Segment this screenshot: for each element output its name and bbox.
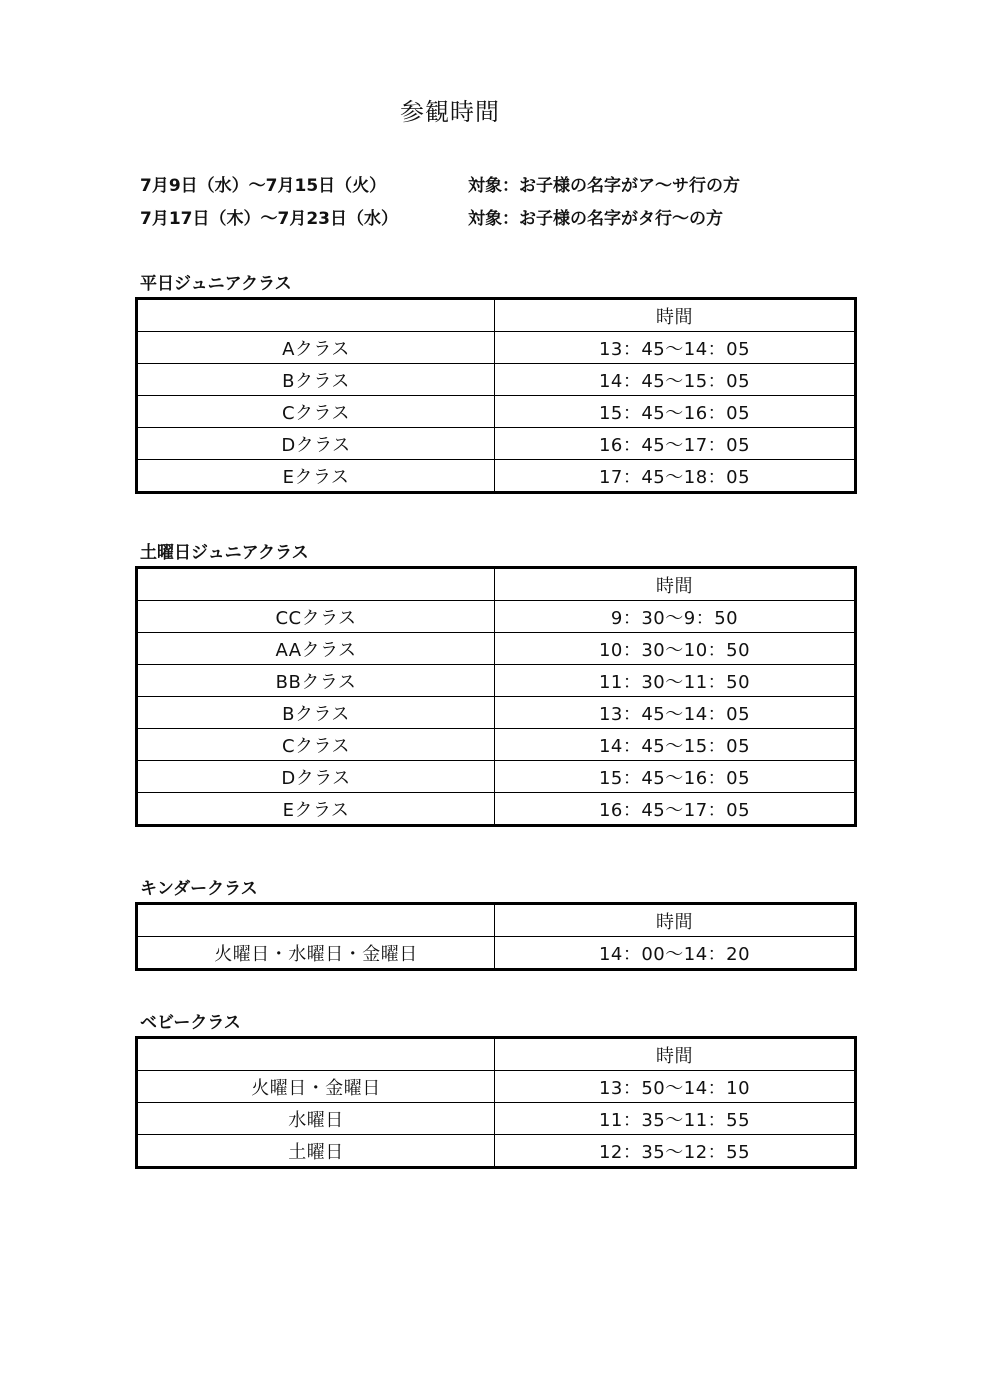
class-label: Eクラス <box>137 460 495 493</box>
column-header-time: 時間 <box>495 299 856 332</box>
column-header-class <box>137 568 495 601</box>
time-cell: 11：35～11：55 <box>495 1103 856 1135</box>
period-line-2 <box>140 204 723 229</box>
table-row <box>137 428 856 460</box>
class-label: 火曜日・水曜日・金曜日 <box>137 937 495 970</box>
class-label: Bクラス <box>137 364 495 396</box>
class-label: 火曜日・金曜日 <box>137 1071 495 1103</box>
table-header-row <box>137 1038 856 1071</box>
period-line-1 <box>140 171 740 196</box>
class-label: Cクラス <box>137 729 495 761</box>
section-heading-saturday-junior: 土曜日ジュニアクラス <box>140 543 309 563</box>
class-label: Dクラス <box>137 761 495 793</box>
column-header-time: 時間 <box>495 904 856 937</box>
table-header-row <box>137 299 856 332</box>
time-cell: 15：45～16：05 <box>495 396 856 428</box>
class-label: 土曜日 <box>137 1135 495 1168</box>
time-cell: 13：50～14：10 <box>495 1071 856 1103</box>
class-label: AAクラス <box>137 633 495 665</box>
class-label: Cクラス <box>137 396 495 428</box>
schedule-table-baby <box>135 1036 857 1169</box>
page-title: 参観時間 <box>400 98 500 126</box>
time-cell: 13：45～14：05 <box>495 332 856 364</box>
class-label: 水曜日 <box>137 1103 495 1135</box>
table-row <box>137 697 856 729</box>
time-cell: 17：45～18：05 <box>495 460 856 493</box>
table-row <box>137 937 856 970</box>
column-header-class <box>137 1038 495 1071</box>
table-row <box>137 793 856 826</box>
column-header-class <box>137 904 495 937</box>
table-row <box>137 1103 856 1135</box>
schedule-table-kinder <box>135 902 857 971</box>
time-cell: 14：45～15：05 <box>495 364 856 396</box>
period-target: 対象：お子様の名字がタ行～の方 <box>468 209 723 229</box>
table-row <box>137 332 856 364</box>
time-cell: 9：30～9：50 <box>495 601 856 633</box>
time-cell: 16：45～17：05 <box>495 428 856 460</box>
section-heading-baby: ベビークラス <box>140 1013 241 1033</box>
time-cell: 11：30～11：50 <box>495 665 856 697</box>
class-label: Bクラス <box>137 697 495 729</box>
column-header-time: 時間 <box>495 568 856 601</box>
time-cell: 13：45～14：05 <box>495 697 856 729</box>
section-heading-weekday-junior: 平日ジュニアクラス <box>140 274 292 294</box>
table-row <box>137 761 856 793</box>
time-cell: 15：45～16：05 <box>495 761 856 793</box>
table-row <box>137 665 856 697</box>
schedule-table-weekday-junior <box>135 297 857 494</box>
column-header-class <box>137 299 495 332</box>
table-row <box>137 364 856 396</box>
time-cell: 14：45～15：05 <box>495 729 856 761</box>
period-target: 対象：お子様の名字がア～サ行の方 <box>468 176 740 196</box>
class-label: Aクラス <box>137 332 495 364</box>
time-cell: 12：35～12：55 <box>495 1135 856 1168</box>
table-row <box>137 396 856 428</box>
time-cell: 16：45～17：05 <box>495 793 856 826</box>
period-dates: 7月9日（水）～7月15日（火） <box>140 176 387 196</box>
table-row <box>137 1071 856 1103</box>
table-row <box>137 633 856 665</box>
class-label: Dクラス <box>137 428 495 460</box>
class-label: Eクラス <box>137 793 495 826</box>
table-row <box>137 1135 856 1168</box>
table-header-row <box>137 568 856 601</box>
class-label: BBクラス <box>137 665 495 697</box>
table-row <box>137 601 856 633</box>
column-header-time: 時間 <box>495 1038 856 1071</box>
table-row <box>137 729 856 761</box>
schedule-table-saturday-junior <box>135 566 857 827</box>
time-cell: 14：00～14：20 <box>495 937 856 970</box>
section-heading-kinder: キンダークラス <box>140 879 258 899</box>
table-header-row <box>137 904 856 937</box>
class-label: CCクラス <box>137 601 495 633</box>
time-cell: 10：30～10：50 <box>495 633 856 665</box>
table-row <box>137 460 856 493</box>
period-dates: 7月17日（木）～7月23日（水） <box>140 209 398 229</box>
